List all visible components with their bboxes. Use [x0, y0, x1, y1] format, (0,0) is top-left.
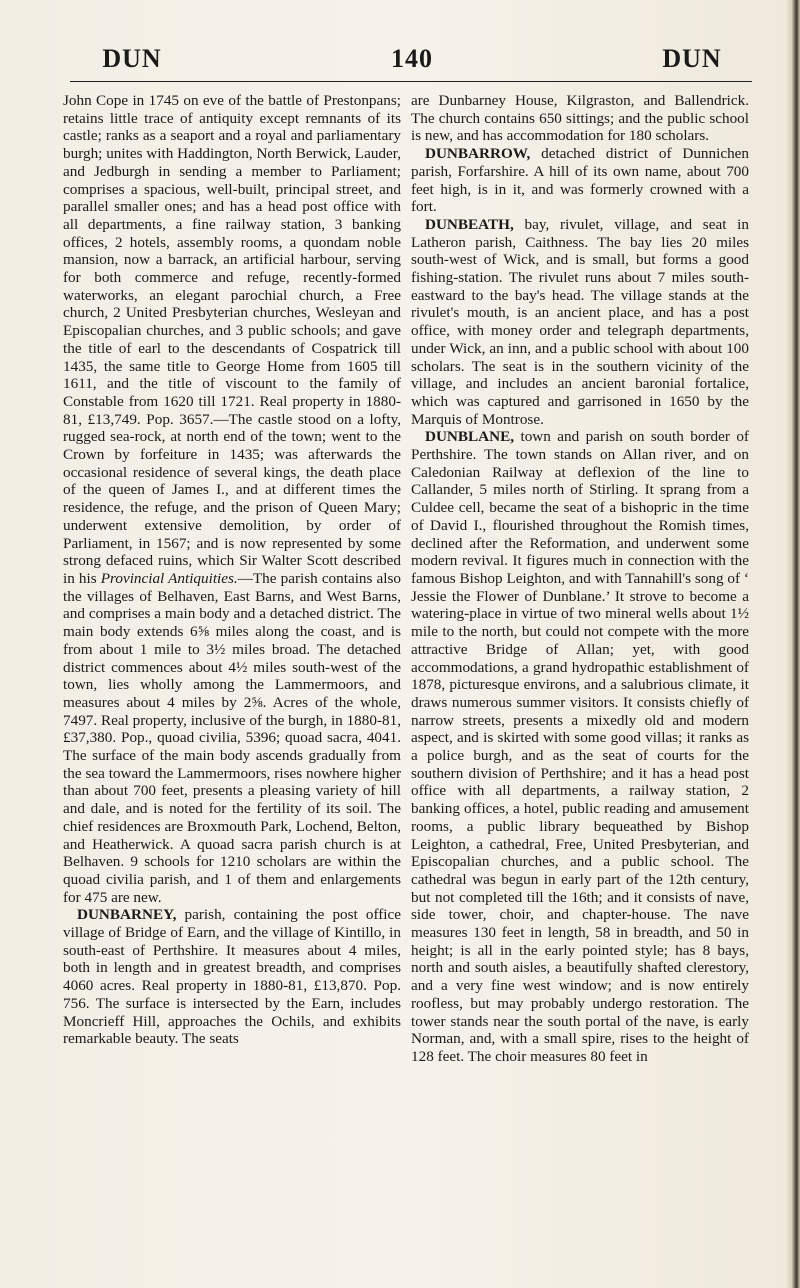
- page-number: 140: [391, 44, 433, 73]
- dictionary-entry: [411, 145, 749, 216]
- continued-entry-text: [63, 92, 401, 906]
- entry-headword: DUNBEATH,: [425, 215, 514, 233]
- running-header: [72, 44, 752, 74]
- dictionary-entry: [411, 428, 749, 1065]
- entry-headword: DUNBARNEY,: [77, 906, 177, 924]
- header-left-keyword: DUN: [102, 44, 162, 73]
- entry-headword: DUNBLANE,: [425, 428, 515, 446]
- entry-body: town and parish on south border of Perthshire. The town stands on Allan river, and on Caledonian Railway at deflexion of the line to Callander, 5 miles north of Stirling. It sprang from a Culdee cell, became the seat of a bishopric in the time of David I., flourished throughout the Romish times, declined after the Reformation, and underwent some modern revival. It figures much in connection with the famous Bishop Leighton, and with Tannahill's song of ‘ Jessie the Flower of Dunblane.’ It strove to become a watering-place in virtue of two mineral wells about 1½ mile to the north, but could not compete with the more attractive Bridge of Allan; yet, with good accommodations, a grand hydropathic establishment of 1878, picturesque environs, and a salubrious climate, it draws numerous summer visitors. It consists chiefly of narrow streets, presents a mixedly old and modern aspect, and is skirted with some good villas; it ranks as a police burgh, and as the seat of courts for the southern division of Perthshire; and it has a head post office with all departments, a railway station, 2 banking offices, a hotel, public reading and amusement rooms, a public library bequeathed by Bishop Leighton, a cathedral, Free, United Presbyterian, and Episcopalian churches, and a public school. The cathedral was begun in early part of the 12th century, but not completed till the 16th; and it consists of nave, side tower, choir, and chapter-house. The nave measures 130 feet in length, 58 in breadth, and 50 in height; is all in the early pointed style; has 8 bays, north and south aisles, a beautifully shafted clerestory, and a very fine west window; and is now entirely roofless, but may probably undergo restoration. The tower stands near the south portal of the nave, is early Norman, and, with a small spire, rises to the height of 128 feet. The choir measures 80 feet in: [411, 428, 749, 1065]
- entry-headword: DUNBARROW,: [425, 145, 531, 163]
- left-column: [63, 92, 401, 1048]
- dictionary-entry: [411, 216, 749, 428]
- entry-body: are Dunbarney House, Kilgraston, and Ballendrick. The church contains 650 sittings; and the public school is new, and has accommodation for 180 scholars.: [411, 92, 749, 145]
- page-edge-shadow: [786, 0, 800, 1288]
- entry-body: detached district of Dunnichen parish, Forfarshire. A hill of its own name, about 700 feet high, is in it, and was formerly crowned with a fort.: [411, 145, 749, 216]
- continued-entry-text: [411, 92, 749, 145]
- right-column: [411, 92, 749, 1066]
- entry-body-after: —The parish contains also the villages of Belhaven, East Barns, and West Barns, and comprises a main body and a detached district. The main body extends 6⅝ miles along the coast, and is from about 1 mile to 3½ miles broad. The detached district commences about 4½ miles south-west of the town, lies wholly among the Lammermoors, and measures about 4 miles by 2⅝. Acres of the whole, 7497. Real property, inclusive of the burgh, in 1880-81, £37,380. Pop., quoad civilia, 5396; quoad sacra, 4041. The surface of the main body ascends gradually from the sea toward the Lammermoors, rises nowhere higher than about 700 feet, presents a pleasing variety of hill and dale, and is noted for the fertility of its soil. The chief residences are Broxmouth Park, Lochend, Belton, and Heatherwick. A quoad sacra parish church is at Belhaven. 9 schools for 1210 scholars are within the quoad civilia parish, and 1 of them and enlargements for 475 are new.: [63, 569, 401, 906]
- entry-body: bay, rivulet, village, and seat in Latheron parish, Caithness. The bay lies 20 miles south-west of Wick, and is small, but forms a good fishing-station. The rivulet runs about 7 miles south-eastward to the bay's head. The village stands at the rivulet's mouth, is an ancient place, and has a post office, with money order and telegraph departments, under Wick, an inn, and a public school with about 100 scholars. The seat is in the southern vicinity of the village, and includes an ancient baronial fortalice, which was captured and garrisoned in 1650 by the Marquis of Montrose.: [411, 215, 749, 428]
- italic-title: Provincial Antiquities.: [100, 569, 238, 587]
- entry-body: John Cope in 1745 on eve of the battle of Prestonpans; retains little trace of antiquity except remnants of its castle; ranks as a seaport and a royal and parliamentary burgh; unites with Haddington, North Berwick, Lauder, and Jedburgh in sending a member to Parliament; comprises a spacious, well-built, principal street, and parallel smaller ones; and has a head post office with all departments, a fine railway station, 3 banking offices, 2 hotels, assembly rooms, a quondam noble mansion, now a barrack, an artificial harbour, serving for both commerce and refuge, recently-formed waterworks, an elegant parochial church, a Free church, 2 United Presbyterian churches, Wesleyan and Episcopalian churches, and 3 public schools; and gave the title of earl to the descendants of Cospatrick till 1435, the same title to George Home from 1605 till 1611, and the title of viscount to the family of Constable from 1620 till 1721. Real property in 1880-81, £13,749. Pop. 3657.—The castle stood on a lofty, rugged sea-rock, at north end of the town; went to the Crown by forfeiture in 1435; was afterwards the occasional residence of several kings, the death place of the queen of James I., and at different times the residence, the refuge, and the prison of Queen Mary; underwent extensive demolition, by order of Parliament, in 1567; and is now represented by some strong defaced ruins, which Sir Walter Scott described in his: [63, 92, 401, 587]
- header-rule: [70, 81, 752, 82]
- dictionary-entry: [63, 906, 401, 1048]
- header-right-keyword: DUN: [662, 44, 722, 73]
- entry-body: parish, containing the post office village of Bridge of Earn, and the village of Kintillo, in south-east of Perthshire. It measures about 4 miles, both in length and in greatest breadth, and comprises 4060 acres. Real property in 1880-81, £13,870. Pop. 756. The surface is intersected by the Earn, includes Moncrieff Hill, approaches the Ochils, and exhibits remarkable beauty. The seats: [63, 906, 401, 1048]
